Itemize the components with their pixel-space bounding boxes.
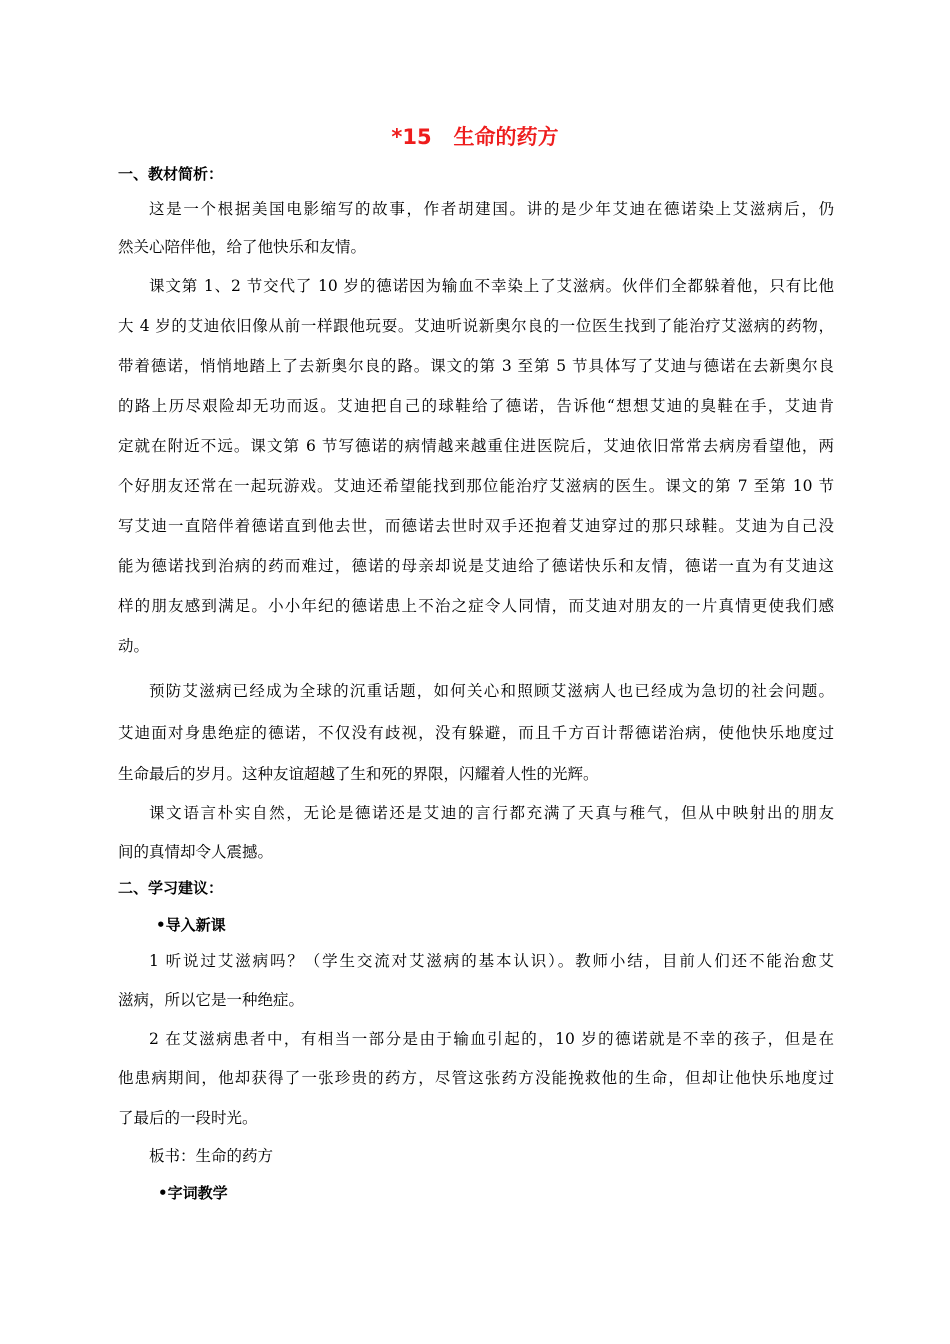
- list-item-line: 1 听说过艾滋病吗？（学生交流对艾滋病的基本认识）。教师小结，目前人们还不能治愈艾: [149, 952, 834, 970]
- paragraph-line: 这是一个根据美国电影缩写的故事，作者胡建国。讲的是少年艾迪在德诺染上艾滋病后，仍: [149, 200, 834, 218]
- paragraph-line: 动。: [118, 637, 150, 655]
- lesson-title: *15 生命的药方: [391, 125, 559, 149]
- paragraph-line: 样的朋友感到满足。小小年纪的德诺患上不治之症令人同情，而艾迪对朋友的一片真情更使我们感: [118, 597, 834, 615]
- list-item-line: 2 在艾滋病患者中，有相当一部分是由于输血引起的，10 岁的德诺就是不幸的孩子，但是在: [149, 1030, 834, 1048]
- list-item-line: 滋病，所以它是一种绝症。: [118, 991, 305, 1009]
- paragraph-line: 大 4 岁的艾迪依旧像从前一样跟他玩耍。艾迪听说新奥尔良的一位医生找到了能治疗艾滋病的药物，: [118, 317, 834, 335]
- paragraph-line: 然关心陪伴他，给了他快乐和友情。: [118, 238, 367, 256]
- bullet-heading-intro: •导入新课: [156, 916, 226, 934]
- list-item-line: 他患病期间，他却获得了一张珍贵的药方，尽管这张药方没能挽救他的生命，但却让他快乐地度过: [118, 1069, 834, 1087]
- paragraph-line: 预防艾滋病已经成为全球的沉重话题，如何关心和照顾艾滋病人也已经成为急切的社会问题。: [149, 682, 834, 700]
- paragraph-line: 课文语言朴实自然，无论是德诺还是艾迪的言行都充满了天真与稚气，但从中映射出的朋友: [149, 804, 834, 822]
- section-heading-analysis: 一、教材简析：: [118, 165, 224, 183]
- paragraph-line: 艾迪面对身患绝症的德诺，不仅没有歧视，没有躲避，而且千方百计帮德诺治病，使他快乐地度过: [118, 724, 834, 742]
- paragraph-line: 能为德诺找到治病的药而难过，德诺的母亲却说是艾迪给了德诺快乐和友情，德诺一直为有艾迪这: [118, 557, 834, 575]
- paragraph-line: 间的真情却令人震撼。: [118, 843, 274, 861]
- section-heading-suggestions: 二、学习建议：: [118, 879, 224, 897]
- list-item-line: 了最后的一段时光。: [118, 1109, 258, 1127]
- paragraph-line: 课文第 1、2 节交代了 10 岁的德诺因为输血不幸染上了艾滋病。伙伴们全都躲着他，只有比他: [149, 277, 834, 295]
- paragraph-line: 写艾迪一直陪伴着德诺直到他去世，而德诺去世时双手还抱着艾迪穿过的那只球鞋。艾迪为自己没: [118, 517, 834, 535]
- paragraph-line: 个好朋友还常在一起玩游戏。艾迪还希望能找到那位能治疗艾滋病的医生。课文的第 7 至第 10 节: [118, 477, 834, 495]
- bullet-heading-vocabulary: •字词教学: [158, 1184, 228, 1202]
- paragraph-line: 定就在附近不远。课文第 6 节写德诺的病情越来越重住进医院后，艾迪依旧常常去病房看望他，两: [118, 437, 834, 455]
- paragraph-line: 的路上历尽艰险却无功而返。艾迪把自己的球鞋给了德诺，告诉他“想想艾迪的臭鞋在手，艾迪肯: [118, 397, 834, 415]
- board-note: 板书：生命的药方: [149, 1147, 274, 1165]
- paragraph-line: 生命最后的岁月。这种友谊超越了生和死的界限，闪耀着人性的光辉。: [118, 765, 599, 783]
- paragraph-line: 带着德诺，悄悄地踏上了去新奥尔良的路。课文的第 3 至第 5 节具体写了艾迪与德诺在去新奥尔良: [118, 357, 834, 375]
